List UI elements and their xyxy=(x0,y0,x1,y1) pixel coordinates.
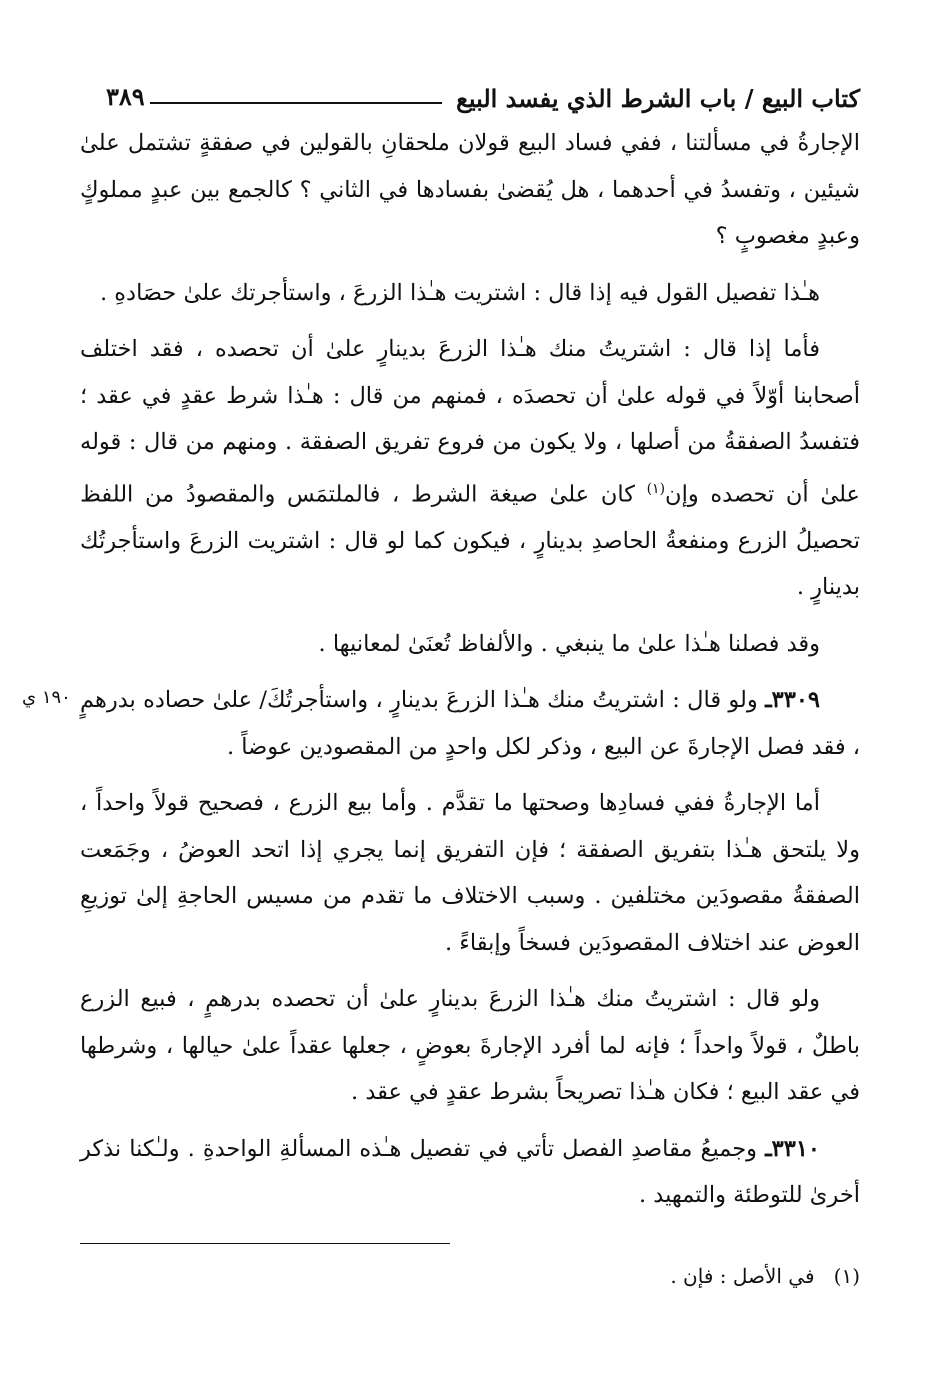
section-number-3309: ٣٣٠٩ـ xyxy=(765,687,820,713)
paragraph-3-text-b: كان علىٰ صيغة الشرط ، فالملتمَس والمقصودُ من اللفظ تحصيلُ الزرع ومنفعةُ الحاصدِ بدينارٍ ، فيكون كما لو قال : اشتريت الزرعَ واستأجرتُك بدينارٍ . xyxy=(80,481,860,600)
footnote-marker: (١) xyxy=(833,1263,860,1288)
paragraph-5 xyxy=(80,677,860,770)
footnote-text: في الأصل : فإن . xyxy=(670,1263,815,1288)
footnote-rule xyxy=(80,1243,450,1244)
running-header xyxy=(80,80,860,120)
page-number: ٣٨٩ xyxy=(106,82,145,111)
chapter-title: كتاب البيع / باب الشرط الذي يفسد البيع xyxy=(456,84,860,113)
paragraph-4: وقد فصلنا هـٰذا علىٰ ما ينبغي . والألفاظ تُعنَىٰ لمعانيها . xyxy=(318,630,820,657)
paragraph-3 xyxy=(80,326,860,611)
footnote-reference: (١) xyxy=(646,480,666,497)
paragraph-2: هـٰذا تفصيل القول فيه إذا قال : اشتريت هـٰذا الزرعَ ، واستأجرتك علىٰ حصَادهِ . xyxy=(99,279,820,306)
section-number-3310: ٣٣١٠ـ xyxy=(765,1135,820,1162)
paragraph-3-text-a: فأما إذا قال : اشتريتُ منك هـٰذا الزرعَ بدينارٍ علىٰ أن تحصده ، فقد اختلف أصحابنا أوّلاً في قوله علىٰ أن تحصدَه ، فمنهم من قال : هـٰذا شرط عقدٍ في عقد ؛ فتفسدُ الصفقةُ من أصلها ، ولا يكون من فروع تفريق الصفقة . ومنهم من قال : قوله علىٰ أن تحصده وإن xyxy=(80,336,860,507)
paragraph-1: الإجارةُ في مسألتنا ، ففي فساد البيع قولان ملحقانِ بالقولين في صفقةٍ تشتمل علىٰ شيئين ، وتفسدُ في أحدهما ، هل يُقضىٰ بفسادها في الثاني ؟ كالجمع بين عبدٍ مملوكٍ وعبدٍ مغصوبٍ ؟ xyxy=(80,130,860,249)
footnote xyxy=(80,1256,860,1296)
paragraph-7: ولو قال : اشتريتُ منك هـٰذا الزرعَ بدينارٍ علىٰ أن تحصده بدرهمٍ ، فبيع الزرع باطلٌ ، قولاً واحداً ؛ فإنه لما أفرد الإجارةَ بعوضٍ ، جعلها عقداً علىٰ حيالها ، وشرطها في عقد البيع ؛ فكان هـٰذا تصريحاً بشرط عقدٍ في عقد . xyxy=(80,986,860,1105)
header-rule xyxy=(150,102,442,104)
paragraph-8-text: وجميعُ مقاصدِ الفصل تأتي في تفصيل هـٰذه المسألةِ الواحدةِ . ولـٰكنا نذكر أخرىٰ للتوطئة والتمهيد . xyxy=(80,1135,860,1208)
paragraph-6: أما الإجارةُ ففي فسادِها وصحتها ما تقدَّم . وأما بيع الزرع ، فصحيح قولاً واحداً ، ولا يلتحق هـٰذا بتفريق الصفقة ؛ فإن التفريق إنما يجري إذا اتحد العوضُ ، وجَمَعت الصفقةُ مقصودَين مختلفين . وسبب الاختلاف ما تقدم من مسيس الحاجةِ إلىٰ توزيعِ العوض عند اختلاف المقصودَين فسخاً وإبقاءً . xyxy=(80,790,860,956)
paragraph-8 xyxy=(80,1126,860,1219)
paragraph-5-text: ولو قال : اشتريتُ منك هـٰذا الزرعَ بدينارٍ ، واستأجرتُكَ/ علىٰ حصاده بدرهمٍ ، فقد فصل الإجارةَ عن البيع ، وذكر لكل واحدٍ من المقصودين عوضاً . xyxy=(80,687,860,760)
document-page xyxy=(22,80,860,1296)
section-3309 xyxy=(22,677,860,770)
margin-folio-note: ١٩٠ ي xyxy=(22,687,71,708)
